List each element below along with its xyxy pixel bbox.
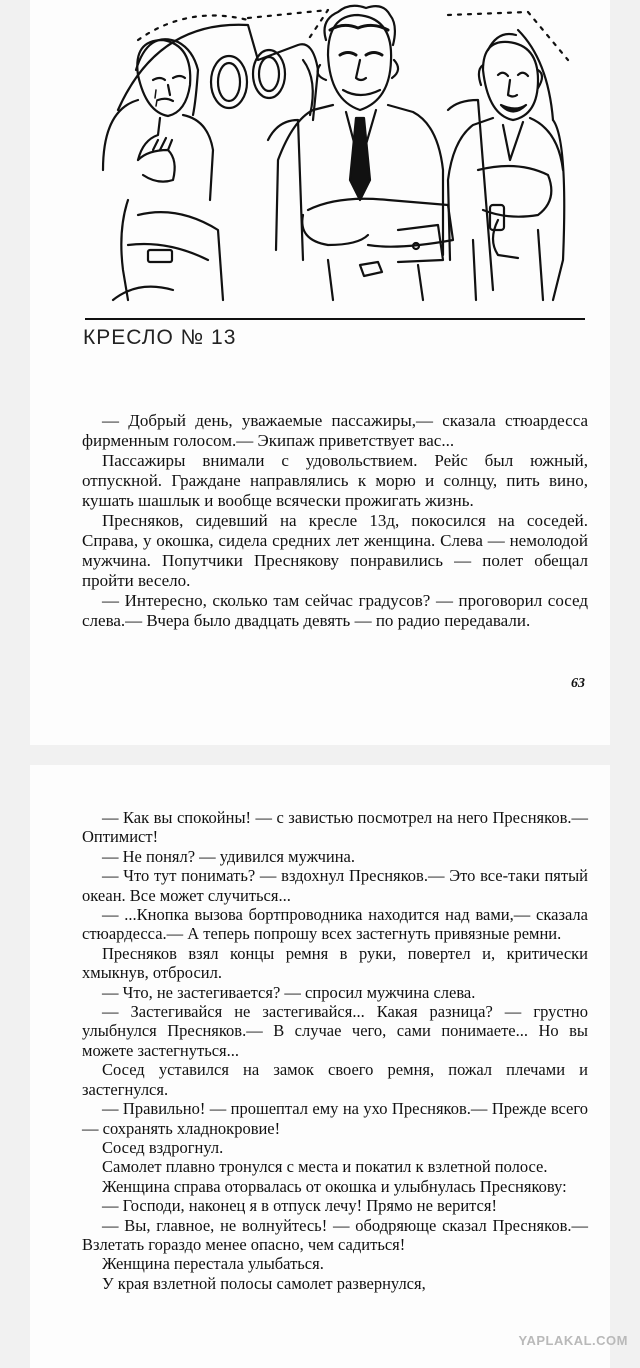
chapter-rule [85,318,585,320]
passengers-illustration [98,0,588,310]
paragraph: Женщина справа оторвалась от окошка и улыбнулась Преснякову: [102,1176,567,1196]
page-number: 63 [571,676,585,691]
paragraph: Женщина перестала улыбаться. [102,1254,324,1274]
paragraph: — Господи, наконец я в отпуск лечу! Прямо не верится! [102,1196,497,1216]
paragraph: — Застегивайся не застегивайся... Какая разница? — грустно улыбнулся Пресняков.— В случае чего, сами понимаете... Но вы можете застегнуться... [82,1002,588,1060]
paragraph: — Интересно, сколько там сейчас градусов? — проговорил сосед слева.— Вчера было двадцать девять — по радио передавали. [82,591,588,630]
page-64-text [82,808,588,1293]
chapter-title: КРЕСЛО № 13 [83,326,237,349]
paragraph: — Вы, главное, не волнуйтесь! — ободряюще сказал Пресняков.— Взлетать гораздо менее опасно, чем садиться! [82,1215,588,1254]
paragraph: Сосед уставился на замок своего ремня, пожал плечами и застегнулся. [82,1060,588,1099]
watermark: YAPLAKAL.COM [518,1333,628,1348]
page-63-text [82,411,588,631]
paragraph: Пресняков, сидевший на кресле 13д, покосился на соседей. Справа, у окошка, сидела средних лет женщина. Слева — немолодой мужчина. Попутчики Преснякову понравились — полет обещал пройти весело. [82,511,588,590]
paragraph: — Что, не застегивается? — спросил мужчина слева. [102,982,476,1002]
paragraph: Самолет плавно тронулся с места и покатил к взлетной полосе. [102,1157,548,1177]
paragraph: — Что тут понимать? — вздохнул Пресняков.— Это все-таки пятый океан. Все может случиться... [82,866,588,905]
passengers-drawing [98,0,588,310]
paragraph: Пассажиры внимали с удовольствием. Рейс был южный, отпускной. Граждане направлялись к морю и солнцу, пить вино, кушать шашлык и вообще всячески прожигать жизнь. [82,451,588,510]
paragraph: — Добрый день, уважаемые пассажиры,— сказала стюардесса фирменным голосом.— Экипаж приветствует вас... [82,411,588,450]
book-page-63 [30,0,610,745]
paragraph: Пресняков взял концы ремня в руки, повертел и, критически хмыкнув, отбросил. [82,943,588,983]
paragraph: — Правильно! — прошептал ему на ухо Пресняков.— Прежде всего — сохранять хладнокровие! [82,1099,588,1138]
paragraph: — Как вы спокойны! — с завистью посмотрел на него Пресняков.— Оптимист! [82,808,588,847]
paragraph: У края взлетной полосы самолет развернулся, [102,1273,426,1293]
paragraph: Сосед вздрогнул. [102,1137,224,1157]
paragraph: — ...Кнопка вызова бортпроводника находится над вами,— сказала стюардесса.— А теперь попрошу всех застегнуть привязные ремни. [82,905,588,944]
paragraph: — Не понял? — удивился мужчина. [102,846,355,866]
book-page-64 [30,765,610,1368]
